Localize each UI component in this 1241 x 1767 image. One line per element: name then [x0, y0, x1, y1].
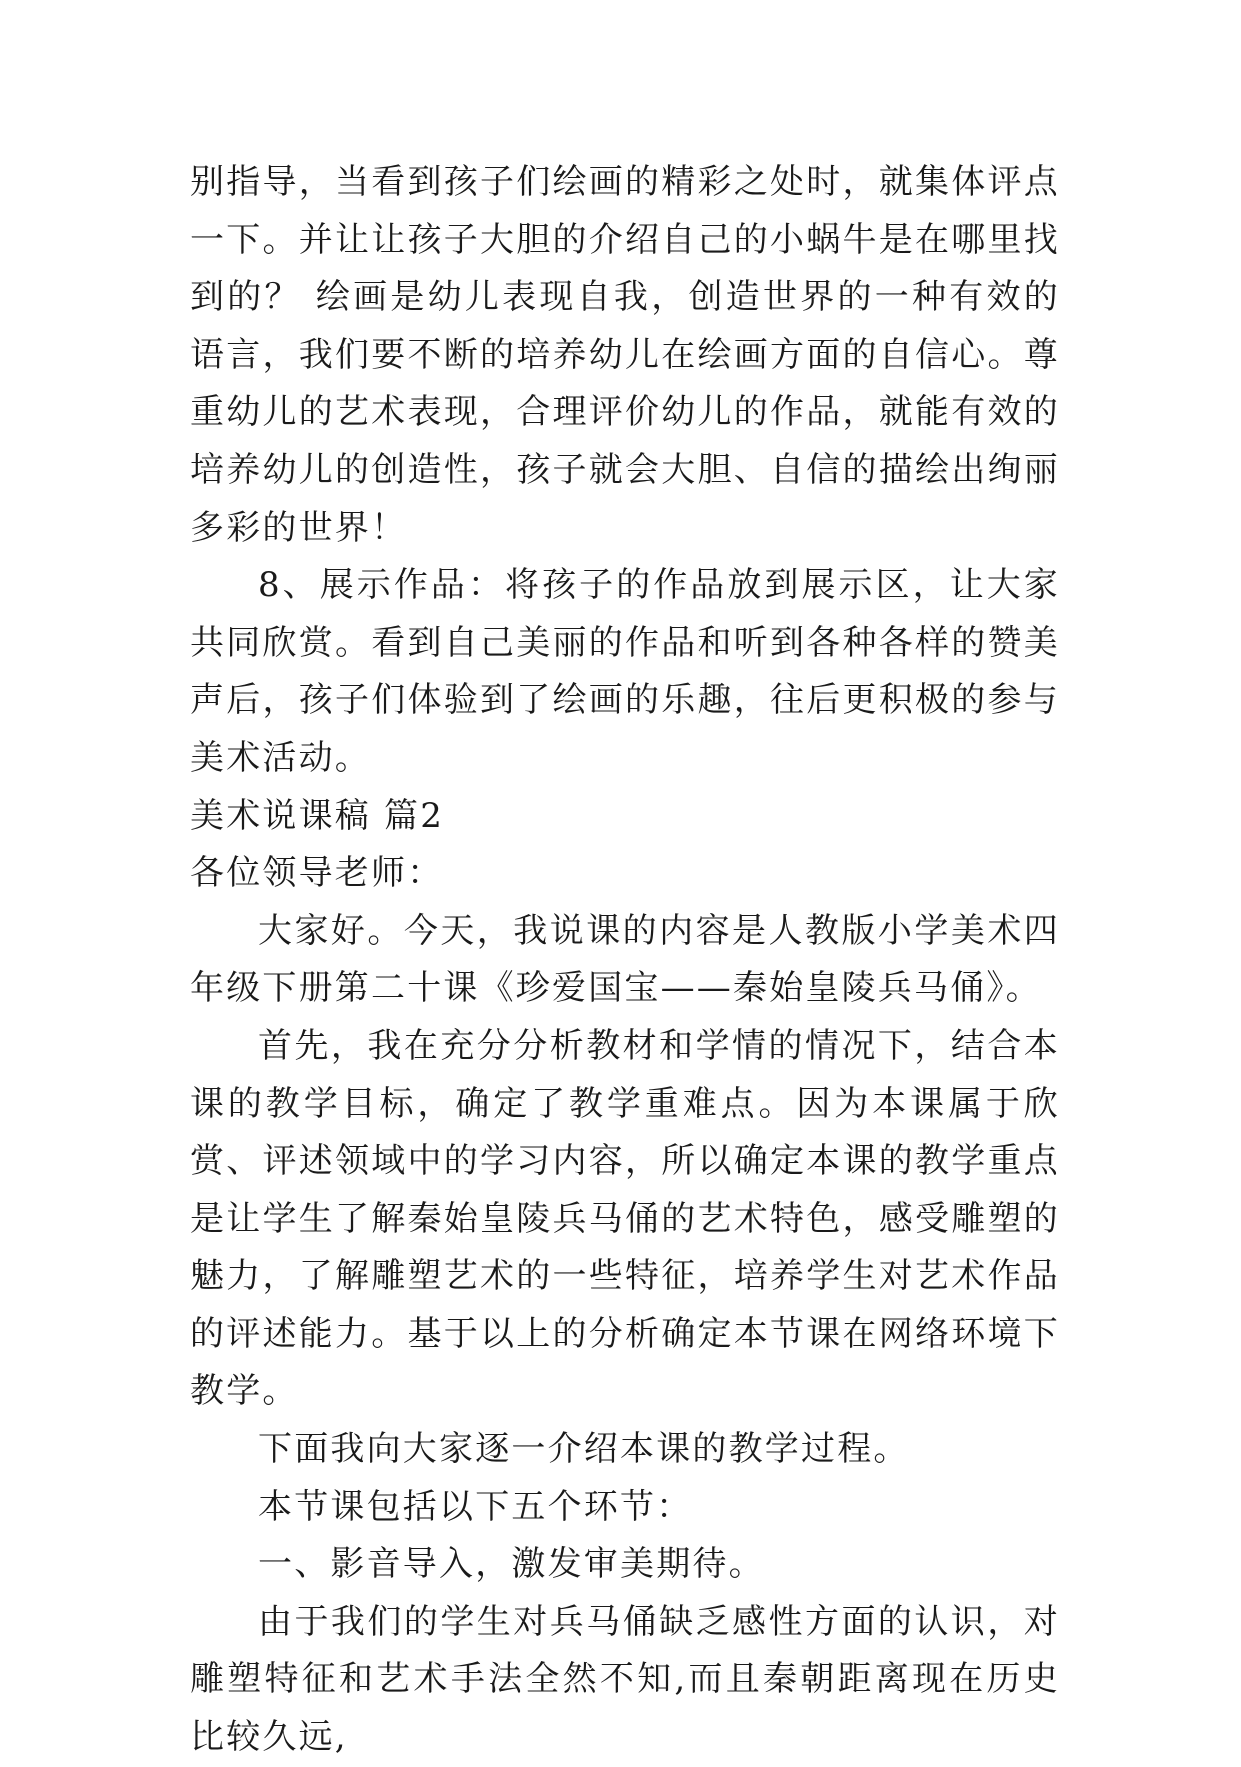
- document-body: [190, 154, 1060, 1767]
- paragraph-step-one-detail: 由于我们的学生对兵马俑缺乏感性方面的认识，对雕塑特征和艺术手法全然不知,而且秦朝距离现在历史比较久远,: [190, 1601, 1060, 1758]
- paragraph-five-steps: 本节课包括以下五个环节：: [258, 1486, 693, 1527]
- paragraph-greeting: 各位领导老师：: [190, 853, 444, 894]
- paragraph-process-intro: 下面我向大家逐一介绍本课的教学过程。: [258, 1429, 910, 1470]
- paragraph-teaching-focus: 首先，我在充分分析教材和学情的情况下，结合本课的教学目标，确定了教学重难点。因为本课属于欣赏、评述领域中的学习内容，所以确定本课的教学重点是让学生了解秦始皇陵兵马俑的艺术特色，感受雕塑的魅力，了解雕塑艺术的一些特征，培养学生对艺术作品的评述能力。基于以上的分析确定本节课在网络环境下教学。: [190, 1025, 1060, 1412]
- paragraph-lesson-intro: 大家好。今天，我说课的内容是人教版小学美术四年级下册第二十课《珍爱国宝——秦始皇陵兵马俑》。: [190, 910, 1060, 1009]
- section-heading: 美术说课稿 篇2: [190, 795, 445, 836]
- paragraph-drawing-guidance: 别指导，当看到孩子们绘画的精彩之处时，就集体评点一下。并让让孩子大胆的介绍自己的小蜗牛是在哪里找到的？ 绘画是幼儿表现自我，创造世界的一种有效的语言，我们要不断的培养幼儿在绘画方面的自信心。尊重幼儿的艺术表现，合理评价幼儿的作品，就能有效的培养幼儿的创造性，孩子就会大胆、自信的描绘出绚丽多彩的世界！: [190, 162, 1060, 548]
- paragraph-step-one: 一、影音导入，激发审美期待。: [258, 1544, 765, 1585]
- paragraph-show-works: 8、展示作品：将孩子的作品放到展示区，让大家共同欣赏。看到自己美丽的作品和听到各种各样的赞美声后，孩子们体验到了绘画的乐趣，往后更积极的参与美术活动。: [190, 565, 1060, 778]
